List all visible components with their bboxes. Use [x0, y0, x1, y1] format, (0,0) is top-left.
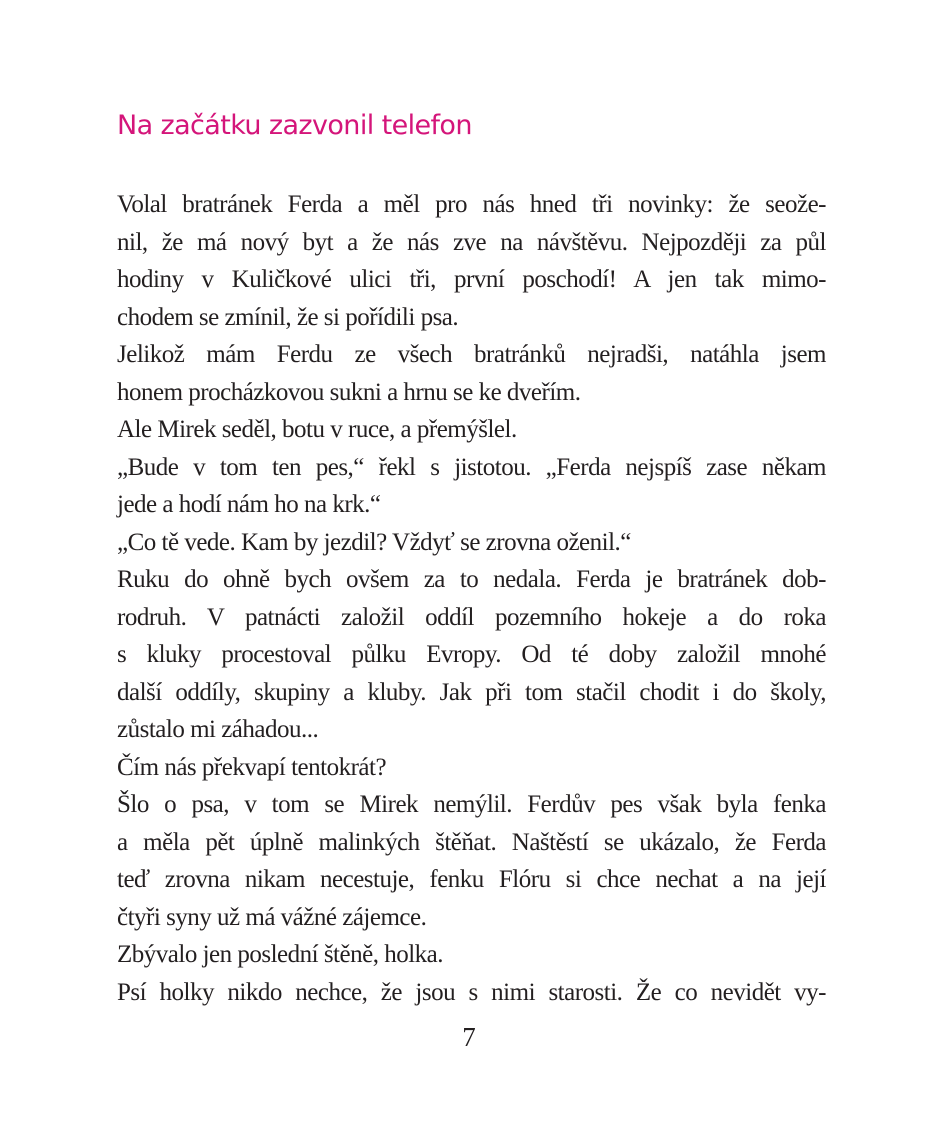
text-line: „Co tě vede. Kam by jezdil? Vždyť se zrovna oženil.“	[117, 528, 631, 556]
text-line: s kluky procestoval půlku Evropy. Od té doby založil mnohé	[117, 641, 826, 668]
text-line: „Bude v tom ten pes,“ řekl s jistotou. „Ferda nejspíš zase někam	[117, 453, 826, 481]
text-line: teď zrovna nikam necestuje, fenku Flóru si chce nechat a na její	[117, 866, 826, 893]
text-line: chodem se zmínil, že si pořídili psa.	[117, 303, 459, 331]
text-line: Jelikož mám Ferdu ze všech bratránků nejradši, natáhla jsem	[117, 341, 826, 368]
body-text	[117, 186, 826, 1011]
text-line: jede a hodí nám ho na krk.“	[117, 491, 381, 518]
page-number: 7	[462, 1022, 476, 1052]
text-line: Šlo o psa, v tom se Mirek nemýlil. Ferdův pes však byla fenka	[117, 791, 826, 818]
text-line: hodiny v Kuličkové ulici tři, první poschodí! A jen tak mimo-	[117, 266, 826, 293]
text-line: a měla pět úplně malinkých štěňat. Naštěstí se ukázalo, že Ferda	[117, 828, 826, 856]
text-line: Ruku do ohně bych ovšem za to nedala. Ferda je bratránek dob-	[117, 566, 826, 593]
text-line: zůstalo mi záhadou...	[117, 716, 319, 743]
text-line: nil, že má nový byt a že nás zve na návštěvu. Nejpozději za půl	[117, 228, 826, 256]
text-line: Zbývalo jen poslední štěně, holka.	[117, 941, 443, 968]
text-line: rodruh. V patnácti založil oddíl pozemního hokeje a do roka	[117, 603, 826, 631]
text-line: Čím nás překvapí tentokrát?	[117, 753, 387, 781]
text-line: Volal bratránek Ferda a měl pro nás hned tři novinky: že seože-	[117, 191, 826, 218]
chapter-title: Na začátku zazvonil telefon	[117, 110, 472, 141]
text-line: čtyři syny už má vážné zájemce.	[117, 903, 427, 931]
text-line: další oddíly, skupiny a kluby. Jak při tom stačil chodit i do školy,	[117, 678, 826, 706]
text-line: Ale Mirek seděl, botu v ruce, a přemýšlel.	[117, 416, 517, 443]
text-line: honem procházkovou sukni a hrnu se ke dveřím.	[117, 378, 581, 406]
text-line: Psí holky nikdo nechce, že jsou s nimi starosti. Že co nevidět vy-	[117, 978, 826, 1006]
